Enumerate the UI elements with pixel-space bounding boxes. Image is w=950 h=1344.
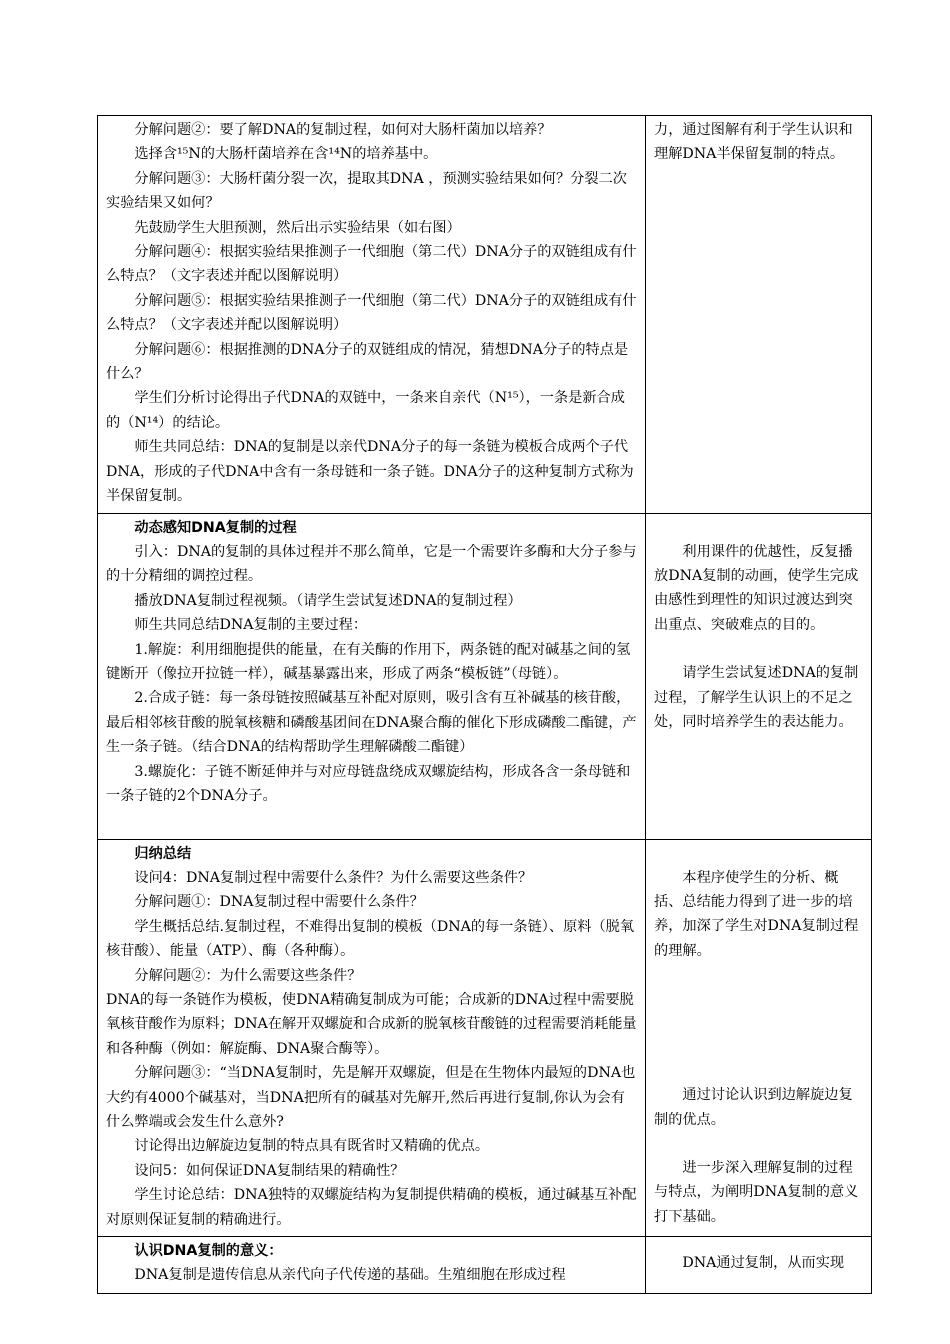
paragraph: 师生共同总结：DNA的复制是以亲代DNA分子的每一条链为模板合成两个子代DNA，形成的子代DNA中含有一条母链和一条子链。DNA分子的这种复制方式称为半保留复制。: [106, 439, 634, 505]
paragraph: 播放DNA复制过程视频。（请学生尝试复述DNA的复制过程）: [134, 592, 522, 609]
notes-cell: [646, 839, 872, 1237]
paragraph: 力，通过图解有利于学生认识和理解DNA半保留复制的特点。: [654, 122, 853, 163]
paragraph: 进一步深入理解复制的过程与特点，为阐明DNA复制的意义打下基础。: [654, 1159, 859, 1225]
paragraph: 分解问题⑤：根据实验结果推测子一代细胞（第二代）DNA分子的双链组成有什么特点？（文字表述并配以图解说明）: [106, 292, 637, 334]
paragraph: 讨论得出边解旋边复制的特点具有既省时又精确的优点。: [134, 1138, 490, 1155]
spacer: [654, 987, 864, 1011]
paragraph: 选择含¹⁵N的大肠杆菌培养在含¹⁴N的培养基中。: [134, 146, 438, 163]
paragraph: 3.螺旋化：子链不断延伸并与对应母链盘绕成双螺旋结构，形成各含一条母链和一条子链的2个DNA分子。: [106, 763, 631, 804]
spacer: [654, 1132, 864, 1156]
spacer: [654, 1059, 864, 1083]
paragraph: 本程序使学生的分析、概括、总结能力得到了进一步的培养，加深了学生对DNA复制过程的理解。: [654, 869, 859, 959]
spacer: [654, 963, 864, 987]
paragraph: 学生们分析讨论得出子代DNA的双链中，一条来自亲代（N¹⁵），一条是新合成的（N¹⁴）的结论。: [106, 390, 625, 431]
paragraph: 设问5：如何保证DNA复制结果的精确性？: [134, 1162, 405, 1179]
paragraph: 利用课件的优越性，反复播放DNA复制的动画，使学生完成由感性到理性的知识过渡达到突出重点、突破难点的目的。: [654, 543, 859, 633]
spacer: [654, 1239, 864, 1251]
paragraph: 1.解旋：利用细胞提供的能量，在有关酶的作用下，两条链的配对碱基之间的氢键断开（像拉开拉链一样），碱基暴露出来，形成了两条“模板链”（母链）。: [106, 641, 631, 682]
notes-cell: [646, 116, 872, 514]
notes-cell: [646, 513, 872, 839]
content-cell: [98, 839, 646, 1237]
paragraph: 分解问题②：为什么需要这些条件？: [134, 967, 362, 984]
lesson-plan-table: [97, 115, 872, 1294]
spacer: [654, 516, 864, 540]
paragraph: 学生讨论总结：DNA独特的双螺旋结构为复制提供精确的模板，通过碱基互补配对原则保证复制的精确进行。: [106, 1187, 637, 1228]
table-row: [98, 1237, 872, 1294]
paragraph: 分解问题①：DNA复制过程中需要什么条件？: [134, 894, 424, 911]
table-row: [98, 513, 872, 839]
section-heading: 认识DNA复制的意义：: [134, 1243, 283, 1259]
table-row: [98, 839, 872, 1237]
paragraph: 分解问题⑥：根据推测的DNA分子的双链组成的情况，猜想DNA分子的特点是什么？: [106, 341, 629, 383]
paragraph: 分解问题③：“当DNA复制时，先是解开双螺旋，但是在生物体内最短的DNA也大约有4000个碱基对，当DNA把所有的碱基对先解开,然后再进行复制,你认为会有什么弊端或会发生什么意外?: [106, 1065, 636, 1130]
spacer: [654, 1035, 864, 1059]
paragraph: DNA通过复制，从而实现: [682, 1255, 845, 1271]
spacer: [654, 1011, 864, 1035]
paragraph: 引入：DNA的复制的具体过程并不那么简单，它是一个需要许多酶和大分子参与的十分精细的调控过程。: [106, 543, 637, 585]
paragraph: 先鼓励学生大胆预测，然后出示实验结果（如右图）: [134, 219, 461, 236]
paragraph: 学生概括总结.复制过程，不难得出复制的模板（DNA的每一条链）、原料（脱氧核苷酸）、能量（ATP）、酶（各种酶）。: [106, 918, 635, 960]
section-heading: 归纳总结: [134, 845, 192, 862]
paragraph: 2.合成子链：每一条母链按照碱基互补配对原则，吸引含有互补碱基的核苷酸，最后相邻核苷酸的脱氧核糖和磷酸基团间在DNA聚合酶的催化下形成磷酸二酯键，产生一条子链。（结合DNA的结构帮助学生理解磷酸二酯键）: [106, 690, 637, 756]
table-row: [98, 116, 872, 514]
paragraph: DNA的每一条链作为模板，使DNA精确复制成为可能；合成新的DNA过程中需要脱氧核苷酸作为原料；DNA在解开双螺旋和合成新的脱氧核苷酸链的过程需要消耗能量和各种酶（例如：解旋酶、DNA聚合酶等）。: [106, 991, 637, 1057]
paragraph: 分解问题③：大肠杆菌分裂一次，提取其DNA ，预测实验结果如何？分裂二次实验结果又如何？: [106, 170, 627, 212]
spacer: [654, 637, 864, 661]
spacer: [654, 842, 864, 866]
paragraph: 分解问题②：要了解DNA的复制过程，如何对大肠杆菌加以培养？: [134, 122, 552, 138]
notes-cell: [646, 1237, 872, 1294]
paragraph: 分解问题④：根据实验结果推测子一代细胞（第二代）DNA分子的双链组成有什么特点？（文字表述并配以图解说明）: [106, 244, 637, 285]
paragraph: 请学生尝试复述DNA的复制过程，了解学生认识上的不足之处，同时培养学生的表达能力。: [654, 665, 859, 730]
paragraph: 设问4：DNA复制过程中需要什么条件？为什么需要这些条件？: [134, 869, 533, 886]
paragraph: 师生共同总结DNA复制的主要过程：: [134, 617, 368, 634]
section-heading: 动态感知DNA复制的过程: [134, 519, 297, 536]
lesson-plan-body: [98, 116, 872, 1294]
content-cell: [98, 1237, 646, 1294]
paragraph: DNA复制是遗传信息从亲代向子代传递的基础。生殖细胞在形成过程: [134, 1267, 566, 1284]
content-cell: [98, 513, 646, 839]
content-cell: [98, 116, 646, 514]
paragraph: 通过讨论认识到边解旋边复制的优点。: [654, 1087, 853, 1128]
